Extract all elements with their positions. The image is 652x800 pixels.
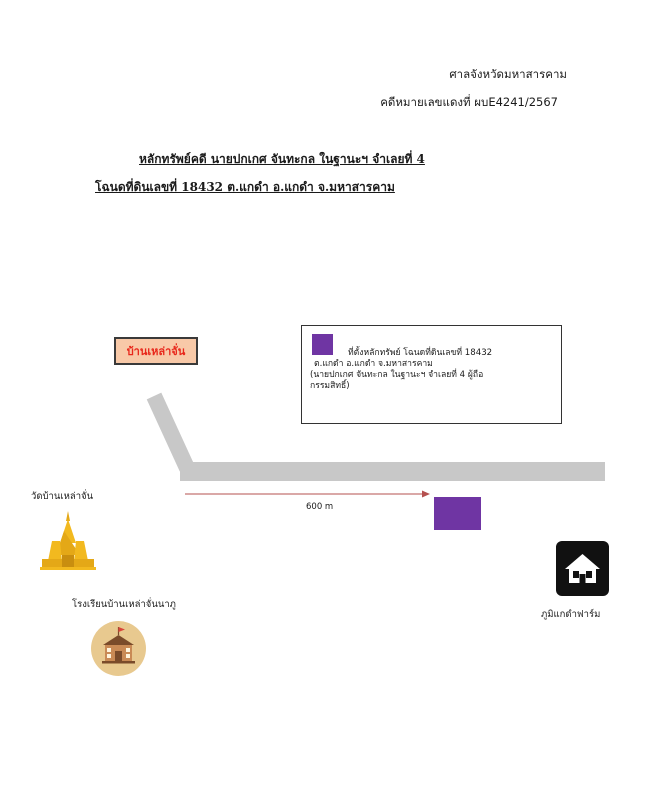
legend-line-1: ที่ตั้งหลักทรัพย์ โฉนดที่ดินเลขที่ 18432 <box>348 348 493 358</box>
farm-label: ภูมิแกดำฟาร์ม <box>541 609 601 620</box>
distance-label: 600 m <box>306 502 334 512</box>
road-diagonal <box>154 396 187 468</box>
property-parcel <box>434 497 481 530</box>
case-number: คดีหมายเลขแดงที่ ผบE4241/2567 <box>380 95 558 109</box>
legend-line-3: (นายปกเกศ จันทะกล ในฐานะฯ จำเลยที่ 4 ผู้ถือ <box>310 370 484 380</box>
distance-arrow-head <box>422 491 430 498</box>
legend-line-2: ต.แกดำ อ.แกดำ จ.มหาสารคาม <box>314 359 433 369</box>
temple-label: วัดบ้านเหล่าจั่น <box>31 491 94 502</box>
temple-icon <box>40 511 96 571</box>
legend-line-4: กรรมสิทธิ์) <box>310 381 350 391</box>
school-icon <box>91 621 146 676</box>
road-main <box>180 462 605 481</box>
farm-house-icon <box>556 541 609 596</box>
title-deed: โฉนดที่ดินเลขที่ 18432 ต.แกดำ อ.แกดำ จ.มหาสารคาม <box>95 180 395 194</box>
court-name: ศาลจังหวัดมหาสารคาม <box>449 67 567 81</box>
title-asset: หลักทรัพย์คดี นายปกเกศ จันทะกล ในฐานะฯ จำเลยที่ 4 <box>139 152 425 166</box>
school-label: โรงเรียนบ้านเหล่าจั่นนาภู <box>72 599 176 610</box>
village-sign: บ้านเหล่าจั่น <box>114 337 198 365</box>
